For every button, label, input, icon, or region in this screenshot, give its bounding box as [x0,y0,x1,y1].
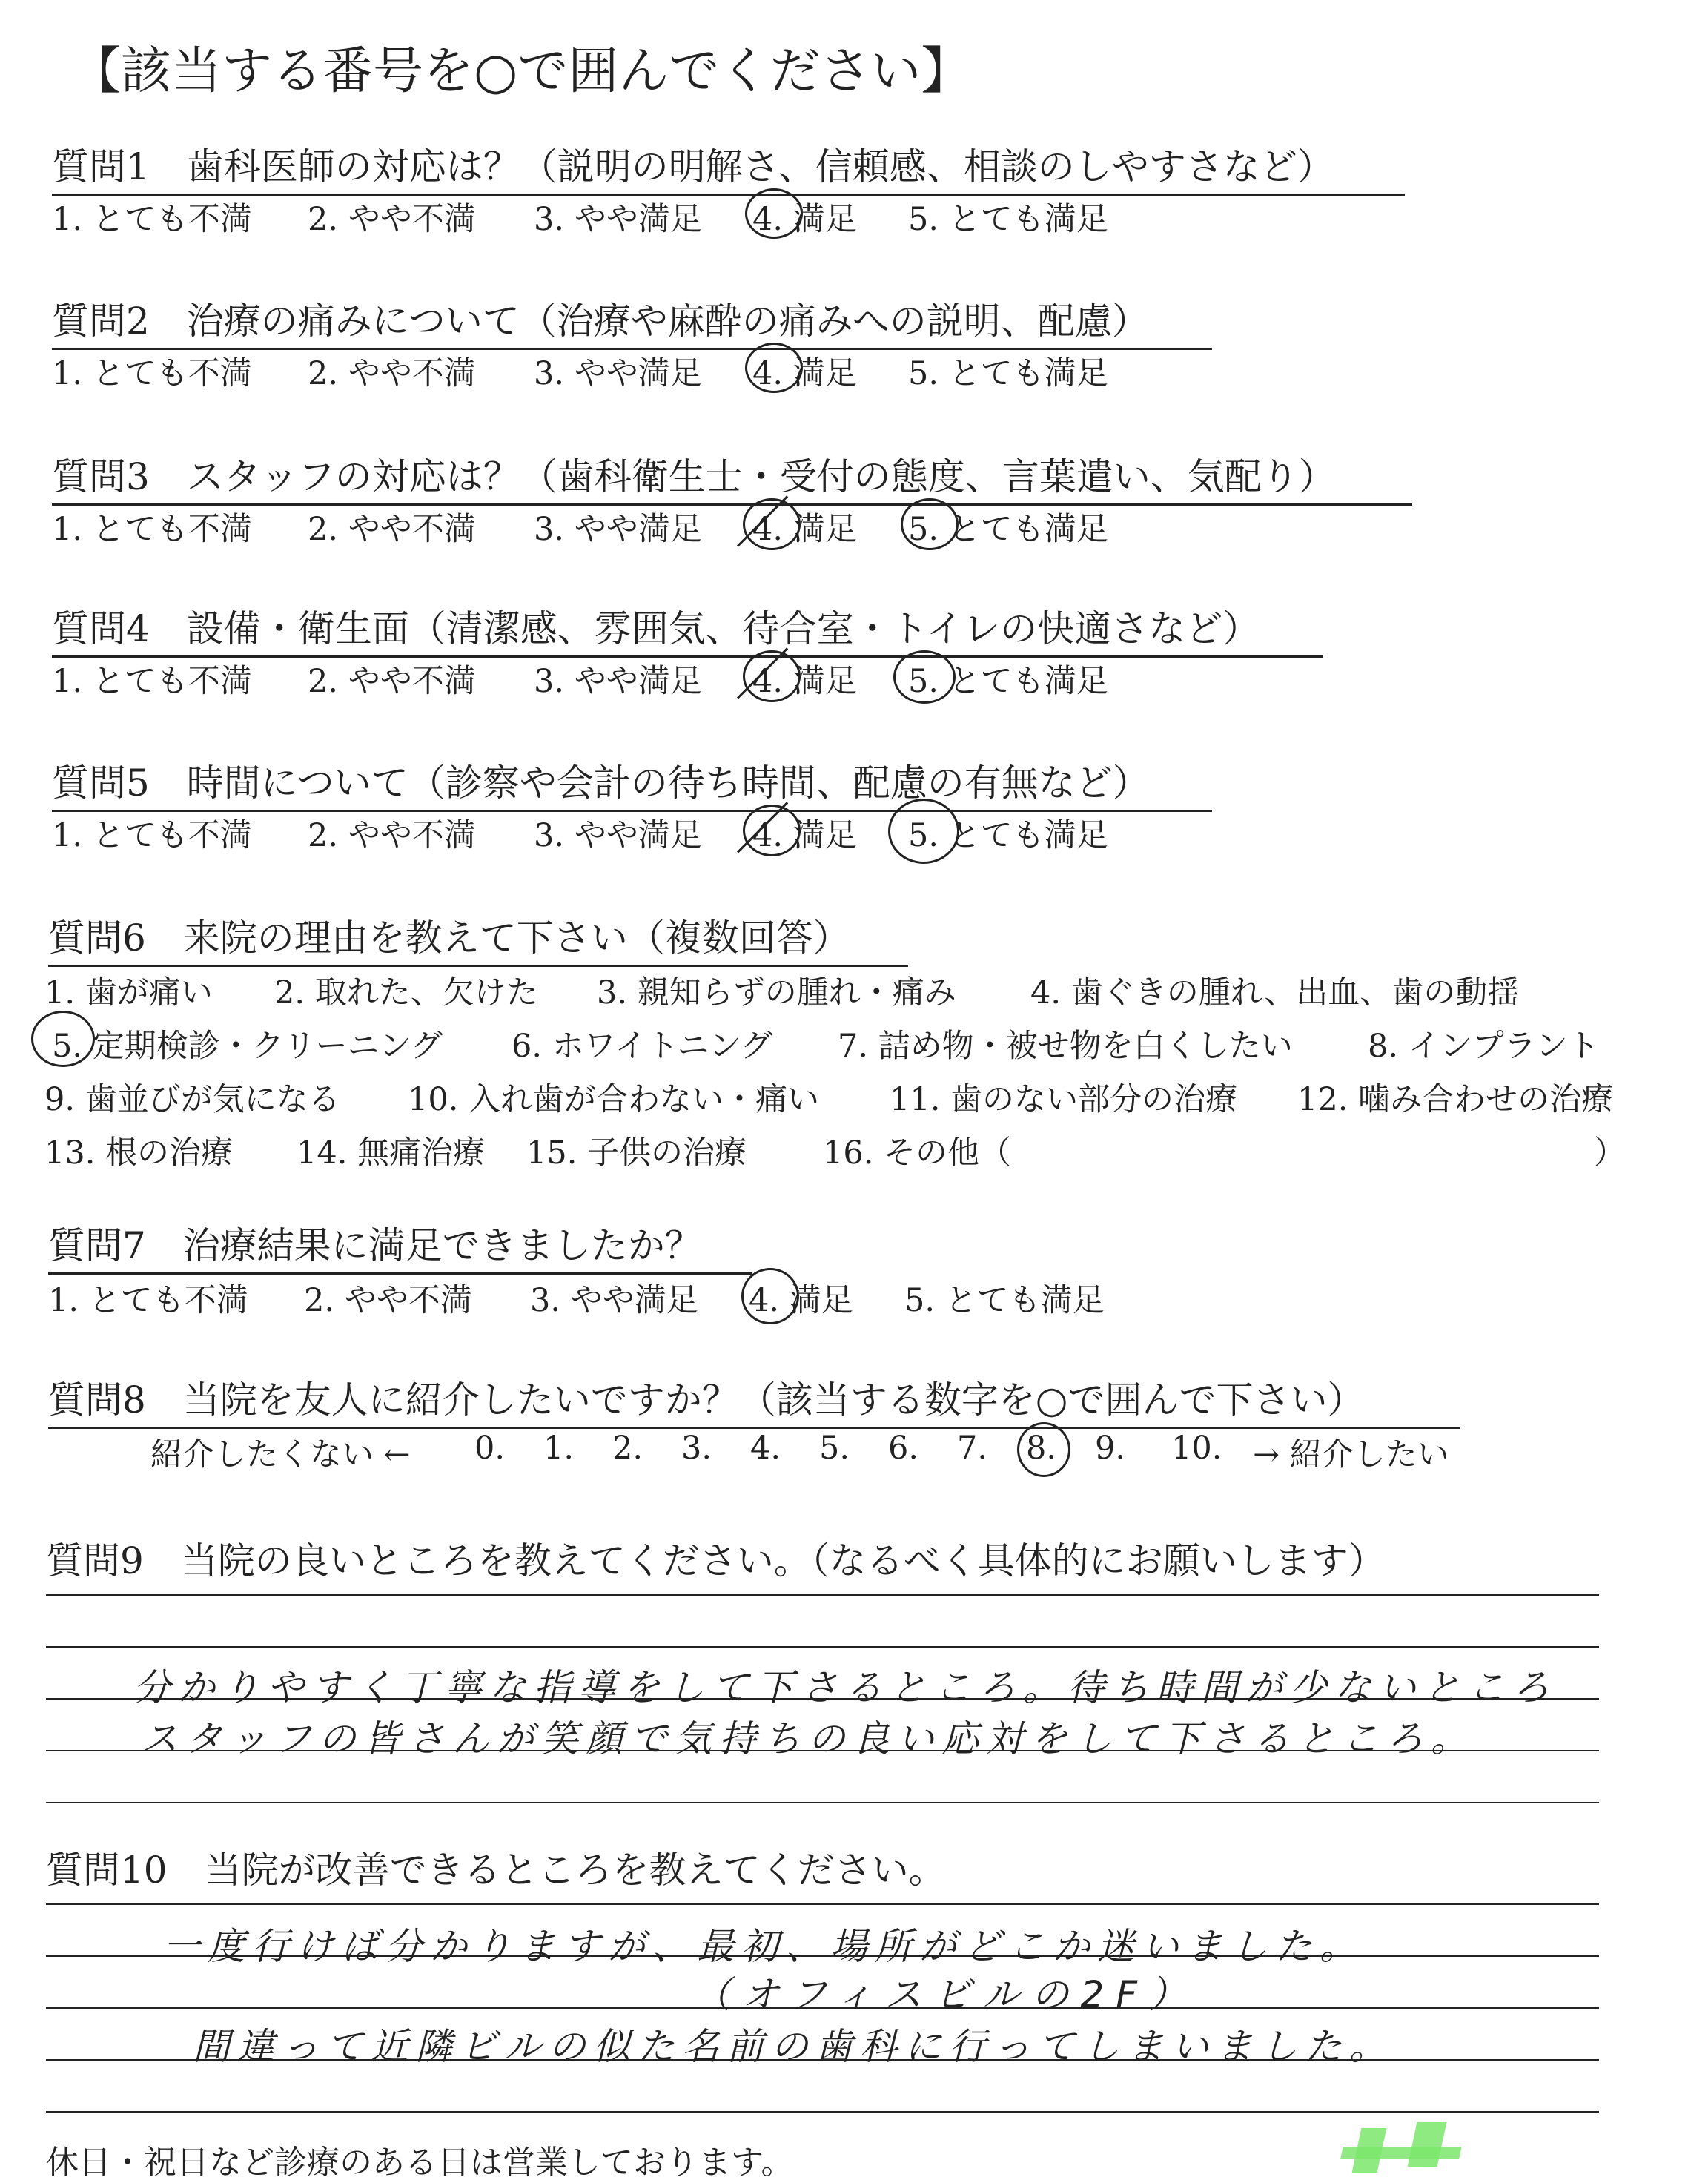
q6-option-5[interactable]: 5. 定期検診・クリーニング [52,1028,443,1065]
q4-option-3[interactable]: 3. やや満足 [534,663,702,700]
q8-value-9[interactable]: 9. [1095,1430,1126,1467]
q8-value-4[interactable]: 4. [750,1430,781,1467]
q6-option-14[interactable]: 14. 無痛治療 [297,1135,486,1172]
q9-rule-1 [46,1594,1599,1596]
q6-option-16[interactable]: 16. その他（ [823,1135,1012,1172]
q8-value-8[interactable]: 8. [1026,1430,1057,1467]
q6-option-12[interactable]: 12. 噛み合わせの治療 [1297,1081,1614,1118]
q2-option-5[interactable]: 5. とても満足 [908,355,1108,392]
q8-selection-circle [1017,1422,1070,1477]
q5-selection-circle [888,799,959,864]
q7-title: 質問7 治療結果に満足できましたか？ [48,1216,752,1275]
q6-option-1[interactable]: 1. 歯が痛い [44,974,213,1011]
q2-selection-circle [745,343,803,393]
q3-option-2[interactable]: 2. やや不満 [308,511,476,548]
q4-option-5[interactable]: 5. とても満足 [908,663,1108,700]
footer-partial-text: 休日・祝日など診療のある日は営業しております。 [46,2144,794,2182]
q1-option-3[interactable]: 3. やや満足 [534,201,702,238]
q6-option-3[interactable]: 3. 親知らずの腫れ・痛み [597,974,956,1011]
q5-option-4[interactable]: 4. 満足 [752,817,857,854]
q4-title: 質問4 設備・衛生面（清潔感、雰囲気、待合室・トイレの快適さなど） [52,599,1323,658]
q5-option-5[interactable]: 5. とても満足 [908,817,1108,854]
q1-option-4[interactable]: 4. 満足 [752,201,857,238]
q10-rule-3 [46,2007,1599,2009]
q9-rule-4 [46,1750,1599,1751]
q1-option-5[interactable]: 5. とても満足 [908,201,1108,238]
q10-rule-1 [46,1903,1599,1905]
q7-selection-circle [741,1268,799,1324]
q8-value-5[interactable]: 5. [819,1430,850,1467]
q1-selection-circle [745,188,803,239]
q10-title: 質問10 当院が改善できるところを教えてください。 [46,1849,946,1892]
q4-option-1[interactable]: 1. とても不満 [52,663,252,700]
q3-option-5[interactable]: 5. とても満足 [908,511,1108,548]
q9-rule-2 [46,1646,1599,1648]
q10-answer-line-2: （オフィスビルの2F） [693,1973,1199,2016]
q7-option-1[interactable]: 1. とても不満 [48,1282,248,1319]
q1-option-1[interactable]: 1. とても不満 [52,201,252,238]
q8-value-7[interactable]: 7. [957,1430,988,1467]
q1-title: 質問1 歯科医師の対応は？（説明の明解さ、信頼感、相談のしやすさなど） [52,137,1405,196]
q8-value-1[interactable]: 1. [543,1430,575,1467]
q2-option-4[interactable]: 4. 満足 [752,355,857,392]
q5-option-2[interactable]: 2. やや不満 [308,817,476,854]
q7-option-5[interactable]: 5. とても満足 [904,1282,1105,1319]
q6-option-7[interactable]: 7. 詰め物・被せ物を白くしたい [838,1028,1293,1065]
q10-answer-line-3: 間違って近隣ビルの似た名前の歯科に行ってしまいました。 [193,2025,1394,2068]
q4-option-2[interactable]: 2. やや不満 [308,663,476,700]
q2-option-2[interactable]: 2. やや不満 [308,355,476,392]
q8-value-10[interactable]: 10. [1171,1430,1222,1467]
q9-title: 質問9 当院の良いところを教えてください。（なるべく具体的にお願いします） [46,1539,1386,1582]
q7-option-2[interactable]: 2. やや不満 [304,1282,472,1319]
q6-option-10[interactable]: 10. 入れ歯が合わない・痛い [408,1081,820,1118]
q6-option-2[interactable]: 2. 取れた、欠けた [274,974,538,1011]
green-highlighter-mark-2 [1408,2122,1447,2167]
q9-answer-line-2: スタッフの皆さんが笑顔で気持ちの良い応対をして下さるところ。 [141,1717,1475,1760]
green-highlighter-mark-3 [1340,2147,1461,2159]
q3-selection-circle [901,498,959,550]
q6-selection-circle [31,1011,95,1067]
q5-crossed-circle [743,805,801,856]
q8-right-label: → 紹介したい [1253,1436,1449,1473]
q8-value-0[interactable]: 0. [474,1430,506,1467]
q8-value-6[interactable]: 6. [888,1430,919,1467]
q2-option-1[interactable]: 1. とても不満 [52,355,252,392]
q4-option-4[interactable]: 4. 満足 [752,663,857,700]
q6-option-8[interactable]: 8. インプラント [1368,1028,1600,1065]
q3-crossed-circle [743,498,801,550]
q6-option-13[interactable]: 13. 根の治療 [44,1135,234,1172]
q4-selection-circle [893,650,956,704]
q8-value-2[interactable]: 2. [612,1430,643,1467]
q8-value-3[interactable]: 3. [681,1430,712,1467]
q3-option-1[interactable]: 1. とても不満 [52,511,252,548]
q9-rule-3 [46,1698,1599,1700]
q2-option-3[interactable]: 3. やや満足 [534,355,702,392]
q3-option-3[interactable]: 3. やや満足 [534,511,702,548]
q3-title: 質問3 スタッフの対応は？（歯科衛生士・受付の態度、言葉遣い、気配り） [52,447,1412,506]
q10-answer-line-1: 一度行けば分かりますが、最初、場所がどこか迷いました。 [163,1925,1364,1968]
q10-rule-5 [46,2111,1599,2113]
q8-title: 質問8 当院を友人に紹介したいですか？（該当する数字を○で囲んで下さい） [48,1370,1460,1429]
q10-rule-4 [46,2059,1599,2061]
q6-option-4[interactable]: 4. 歯ぐきの腫れ、出血、歯の動揺 [1030,974,1520,1011]
q6-option-11[interactable]: 11. 歯のない部分の治療 [890,1081,1238,1118]
q7-option-3[interactable]: 3. やや満足 [530,1282,698,1319]
q6-option-9[interactable]: 9. 歯並びが気になる [44,1081,340,1118]
q5-option-3[interactable]: 3. やや満足 [534,817,702,854]
q4-crossed-circle [743,650,801,702]
q3-option-4[interactable]: 4. 満足 [752,511,857,548]
q6-title: 質問6 来院の理由を教えて下さい（複数回答） [48,908,908,967]
q9-answer-line-1: 分かりやすく丁寧な指導をして下さるところ。待ち時間が少ないところ [133,1666,1557,1709]
q7-option-4[interactable]: 4. 満足 [749,1282,853,1319]
q1-option-2[interactable]: 2. やや不満 [308,201,476,238]
q8-left-label: 紹介したくない ← [150,1436,411,1473]
q10-rule-2 [46,1955,1599,1957]
q5-option-1[interactable]: 1. とても不満 [52,817,252,854]
form-header: 【該当する番号を○で囲んでください】 [70,42,972,101]
q6-option-6[interactable]: 6. ホワイトニング [512,1028,772,1065]
q5-title: 質問5 時間について（診察や会計の待ち時間、配慮の有無など） [52,753,1212,812]
q9-rule-5 [46,1802,1599,1803]
q6-option-16-close: ） [1594,1135,1626,1172]
q2-title: 質問2 治療の痛みについて（治療や麻酔の痛みへの説明、配慮） [52,291,1212,350]
q6-option-15[interactable]: 15. 子供の治療 [526,1135,747,1172]
